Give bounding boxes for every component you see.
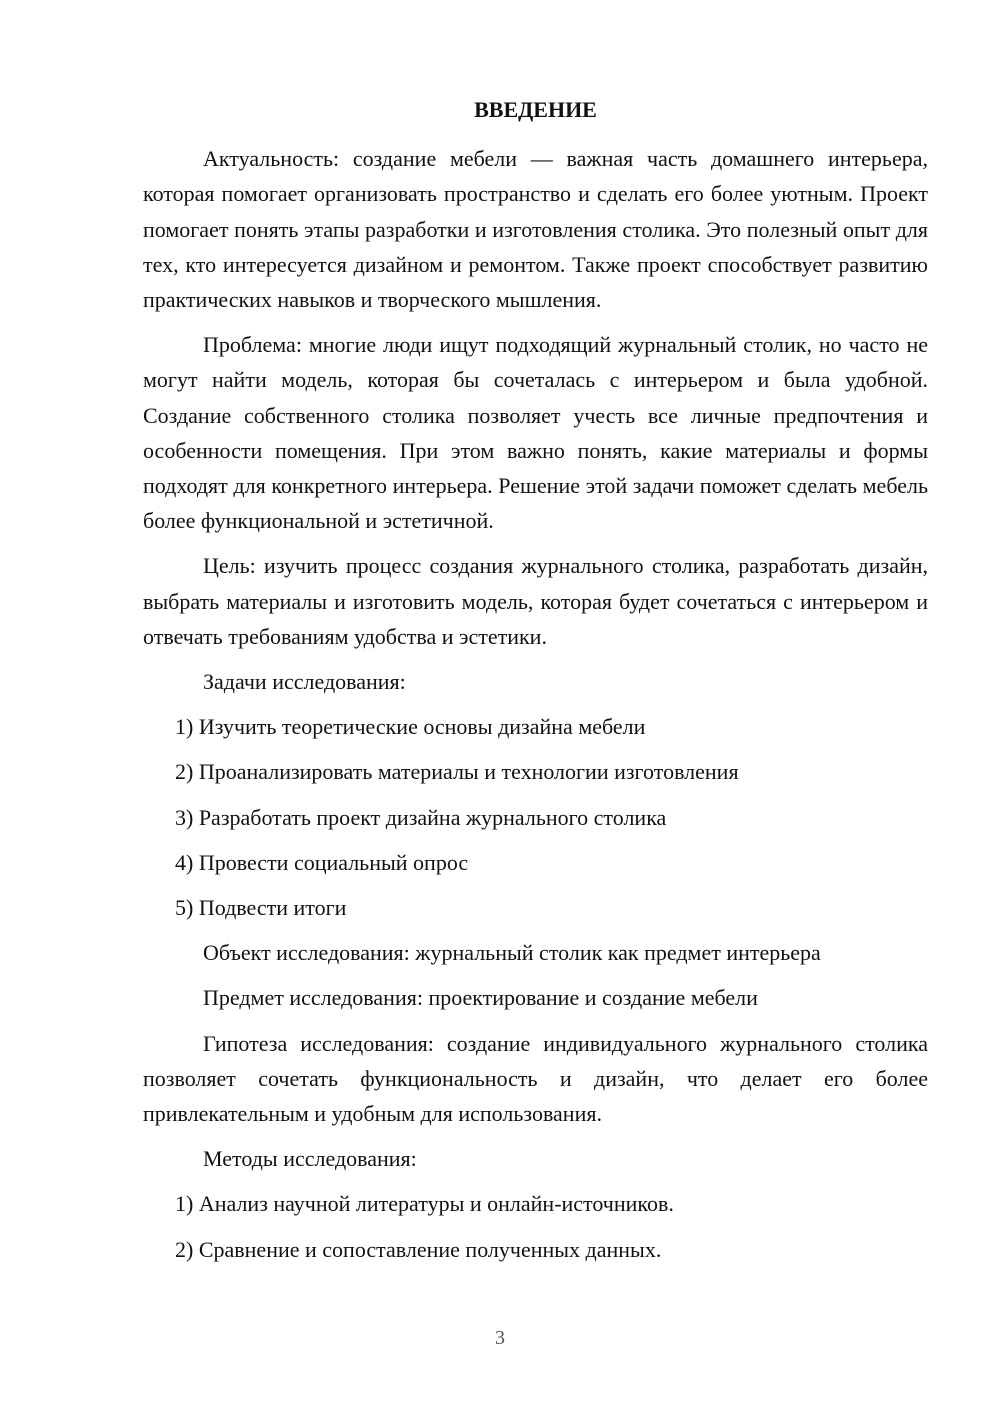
- problem-paragraph: Проблема: многие люди ищут подходящий журнальный столик, но часто не могут найти модель, которая бы сочеталась с интерьером и была удобной. Создание собственного столика позволяет учесть все личные предпочтения и особенности помещения. При этом важно понять, какие материалы и формы подходят для конкретного интерьера. Решение этой задачи поможет сделать мебель более функциональной и эстетичной.: [143, 332, 928, 534]
- tasks-list: [143, 709, 928, 925]
- subject-paragraph: Предмет исследования: проектирование и создание мебели: [203, 985, 758, 1011]
- document-page: [143, 92, 928, 1277]
- list-item-task-4: 4) Провести социальный опрос: [175, 849, 469, 875]
- object-paragraph: Объект исследования: журнальный столик как предмет интерьера: [203, 940, 821, 966]
- list-item-method-2: 2) Сравнение и сопоставление полученных данных.: [175, 1236, 662, 1262]
- relevance-paragraph: Актуальность: создание мебели — важная часть домашнего интерьера, которая помогает организовать пространство и сделать его более уютным. Проект помогает понять этапы разработки и изготовления столика. Это полезный опыт для тех, кто интересуется дизайном и ремонтом. Также проект способствует развитию практических навыков и творческого мышления.: [143, 146, 928, 313]
- list-item-task-3: 3) Разработать проект дизайна журнального столика: [175, 804, 667, 830]
- page-title: ВВЕДЕНИЕ: [474, 97, 597, 122]
- methods-heading: Методы исследования:: [203, 1146, 417, 1172]
- tasks-heading: Задачи исследования:: [203, 669, 406, 695]
- list-item-task-2: 2) Проанализировать материалы и технологии изготовления: [175, 759, 739, 785]
- list-item-method-1: 1) Анализ научной литературы и онлайн-источников.: [175, 1191, 674, 1217]
- list-item-task-5: 5) Подвести итоги: [175, 895, 347, 921]
- page-number: 3: [495, 1327, 505, 1349]
- list-item-task-1: 1) Изучить теоретические основы дизайна мебели: [175, 714, 646, 740]
- hypothesis-paragraph: Гипотеза исследования: создание индивидуального журнального столика позволяет сочетать функциональность и дизайн, что делает его более привлекательным и удобным для использования.: [143, 1030, 928, 1127]
- methods-list: [143, 1186, 928, 1266]
- goal-paragraph: Цель: изучить процесс создания журнального столика, разработать дизайн, выбрать материалы и изготовить модель, которая будет сочетаться с интерьером и отвечать требованиям удобства и эстетики.: [143, 553, 928, 649]
